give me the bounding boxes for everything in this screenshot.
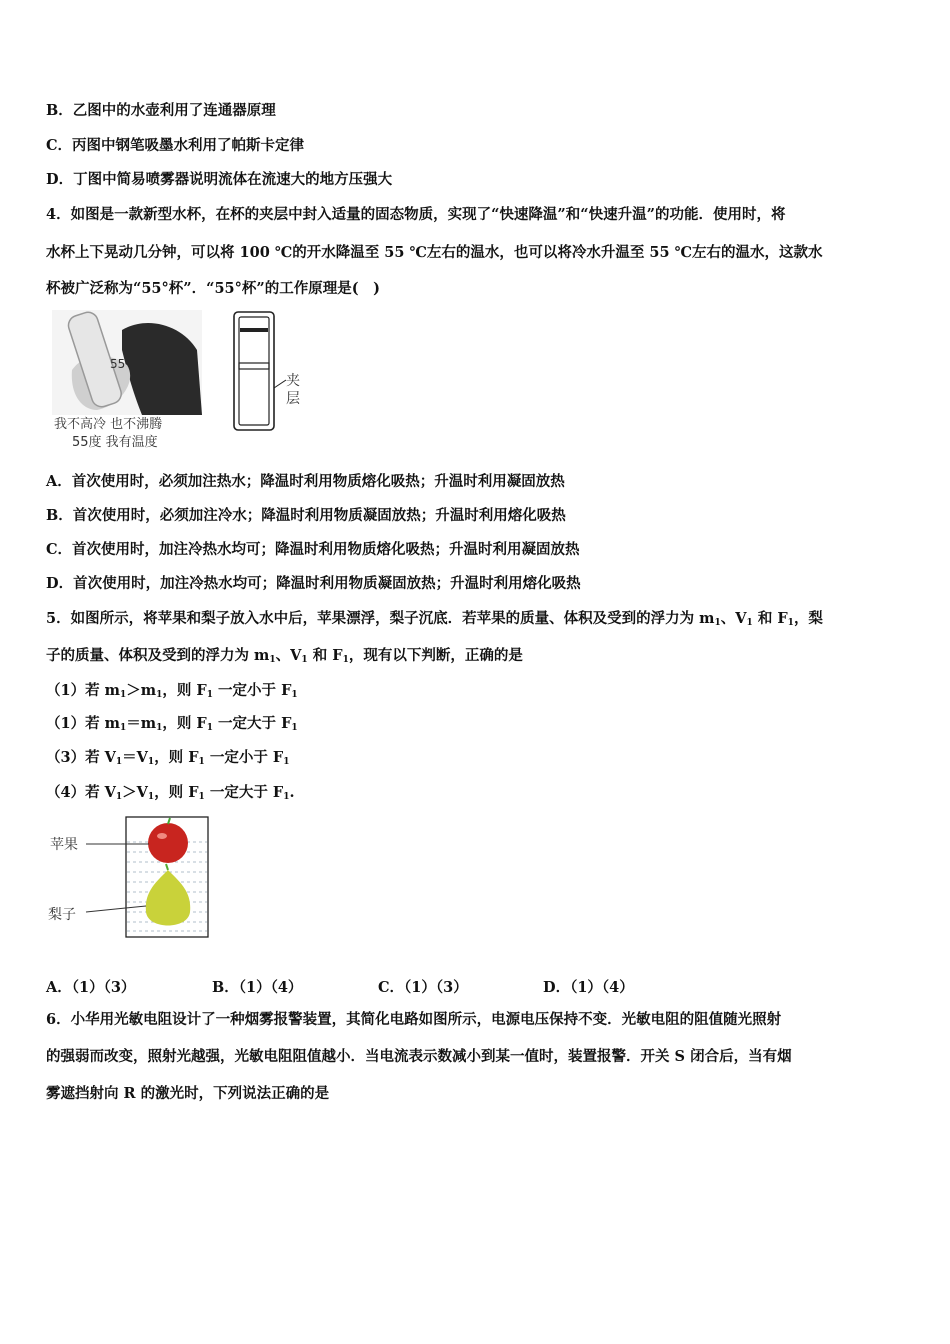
q5-pear-label: 梨子: [48, 907, 76, 923]
hand-holding-cup-image: [52, 310, 202, 415]
q4-option-c: C．首次使用时，加注冷热水均可；降温时利用物质熔化吸热；升温时利用凝固放热: [46, 541, 580, 558]
q5-option-b: B．（1）（4）: [212, 979, 303, 996]
q4-option-b: B．首次使用时，必须加注冷水；降温时利用物质凝固放热；升温时利用熔化吸热: [46, 507, 566, 524]
q4-photo-caption-1: 我不高冷 也不沸腾: [54, 417, 163, 432]
q4-stem-line2: 水杯上下晃动几分钟，可以将 100 ℃的开水降温至 55 ℃左右的温水，也可以将冷水升温至 55 ℃左右的温水，这款水: [46, 244, 823, 261]
pear-icon: [146, 870, 190, 926]
q5-statement-2: （1）若 $m_1=m_1$，则 $F_1$ 一定大于 $F_1$: [46, 715, 298, 733]
q4-layer-label-b: 层: [286, 391, 300, 407]
q5-fruit-diagram: [46, 812, 216, 942]
cup-layer-diagram: [228, 308, 318, 436]
q5-option-d: D．（1）（4）: [543, 979, 634, 996]
q3-option-d: D．丁图中简易喷雾器说明流体在流速大的地方压强大: [46, 171, 393, 188]
apple-icon: [148, 823, 188, 863]
q5-stem-line2: 子的质量、体积及受到的浮力为 $m_1$、$V_1$ 和 $F_1$，现有以下判断，正确的是: [46, 647, 523, 665]
q6-stem-line3: 雾遮挡射向 R 的激光时，下列说法正确的是: [46, 1085, 330, 1102]
q4-stem-line3: 杯被广泛称为“55°杯”．“55°杯”的工作原理是( ): [46, 280, 380, 297]
q4-stem-line1: 4．如图是一款新型水杯，在杯的夹层中封入适量的固态物质，实现了“快速降温”和“快速升温”的功能．使用时，将: [46, 206, 786, 223]
q5-option-a: A．（1）（3）: [46, 979, 136, 996]
q4-option-d: D．首次使用时，加注冷热水均可；降温时利用物质凝固放热；升温时利用熔化吸热: [46, 575, 581, 592]
q3-option-c: C．丙图中钢笔吸墨水利用了帕斯卡定律: [46, 137, 305, 154]
q6-stem-line1: 6．小华用光敏电阻设计了一种烟雾报警装置，其简化电路如图所示，电源电压保持不变．光敏电阻的阻值随光照射: [46, 1011, 782, 1028]
q5-statement-4: （4）若 $V_1>V_1$，则 $F_1$ 一定大于 $F_1$.: [46, 784, 295, 802]
q4-photo-caption-2: 55度 我有温度: [72, 435, 158, 450]
q4-layer-label-a: 夹: [286, 373, 300, 389]
q6-stem-line2: 的强弱而改变，照射光越强，光敏电阻阻值越小．当电流表示数减小到某一值时，装置报警．开关 S 闭合后，当有烟: [46, 1048, 792, 1065]
q3-option-b: B．乙图中的水壶利用了连通器原理: [46, 102, 276, 119]
q4-cup-diagram: [228, 308, 318, 436]
q4-option-a: A．首次使用时，必须加注热水；降温时利用物质熔化吸热；升温时利用凝固放热: [46, 473, 565, 490]
q5-statement-1: （1）若 $m_1>m_1$，则 $F_1$ 一定小于 $F_1$: [46, 682, 298, 700]
q4-cup-photo: [52, 310, 202, 455]
q5-option-c: C．（1）（3）: [378, 979, 468, 996]
q5-stem-line1: 5．如图所示，将苹果和梨子放入水中后，苹果漂浮，梨子沉底．若苹果的质量、体积及受到的浮力为 $m_1$、$V_1$ 和 $F_1$，梨: [46, 610, 823, 628]
q5-apple-label: 苹果: [50, 837, 78, 853]
q5-statement-3: （3）若 $V_1=V_1$，则 $F_1$ 一定小于 $F_1$: [46, 749, 290, 767]
cup-55-text: 55: [110, 357, 126, 371]
